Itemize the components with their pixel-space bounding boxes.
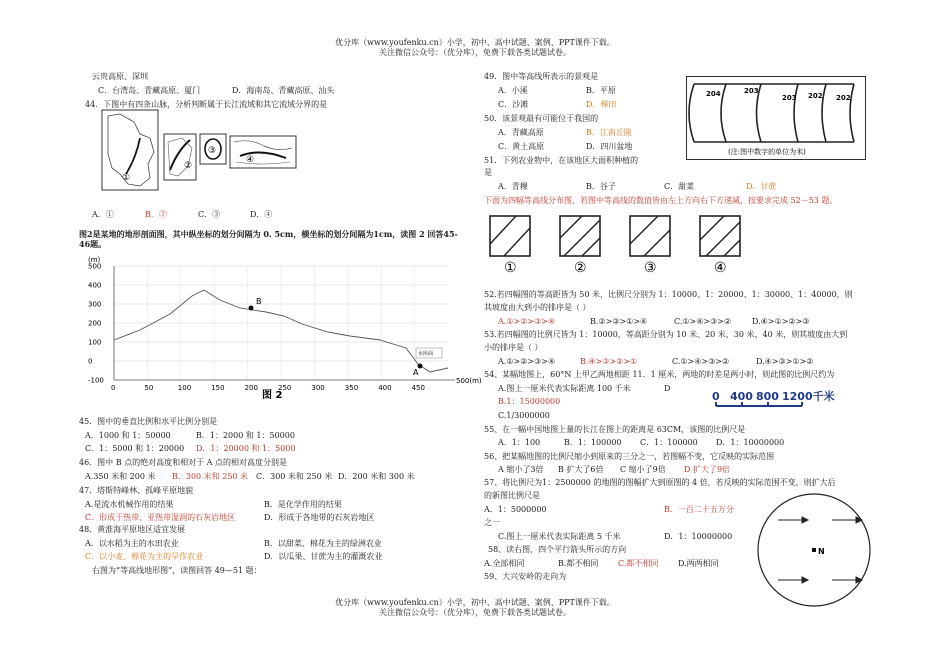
box-label-1: ①: [504, 260, 517, 276]
four-boxes-figure: [486, 210, 756, 280]
footer-line1: 优分库（www.youfenku.cn）小学，初中、高中试题、案例、PPT课件下载。: [335, 598, 615, 607]
q52-option-b: B.②>③>①>④: [590, 317, 648, 326]
q45-option-c: C．1：5000 和 1：20000: [85, 444, 185, 453]
q44-maps-figure: [100, 108, 300, 193]
scale-label-0: 0: [712, 390, 720, 403]
contour-label-4: 202: [808, 92, 823, 100]
y-tick-label: 500: [88, 262, 102, 271]
q57-stem-cont: 的新图比例尺是: [484, 491, 540, 500]
q49-51-intro: 右图为“等高线地形图”，读图回答 49—51 题：: [92, 566, 262, 575]
q53-option-c: C.①>④>③>②: [672, 357, 730, 366]
q54-option-b: B.1：15000000: [498, 397, 561, 406]
q43-option-d: D．海南岛、青藏高原、汕头: [232, 86, 335, 95]
q51-option-c: C．甜菜: [664, 182, 695, 191]
q48-option-b: B．以甜菜、棉花为主的绿洲农业: [264, 539, 382, 548]
q50-stem: 50．该景观最有可能位于我国的: [484, 114, 599, 123]
q56-option-d: D 扩大了9倍: [684, 465, 731, 474]
q48-option-c: C．以小麦、棉花为主的旱作农业: [85, 552, 204, 561]
x-tick-label: 100: [177, 384, 192, 392]
header-line2: 关注微信公众号：（优分库），免费下载各类试题试卷。: [379, 48, 571, 57]
q47-option-a: A.是流水机械作用的结果: [85, 500, 174, 509]
q52-option-c: C.①>④>③>②: [674, 317, 732, 326]
box-3: [630, 216, 670, 256]
q52-stem-cont: 其坡度由大到小的排序是（ ）: [484, 303, 591, 312]
footer-line2: 关注微信公众号：（优分库），免费下载各类试题试卷。: [379, 608, 571, 617]
point-a-label: A: [413, 368, 419, 377]
map1-label: ①: [122, 173, 131, 183]
map1-mountain: [126, 138, 140, 174]
q44-stem: 44．下图中有四条山脉，分析判断属于长江流域和其它流域分界的是: [85, 100, 328, 109]
q50-option-a: A．青藏高原: [498, 128, 544, 137]
contour-label-3: 203: [782, 94, 797, 102]
compass-n-label: N: [818, 547, 825, 556]
q43-option-c: C．台湾岛、青藏高原、厦门: [98, 86, 201, 95]
profile-chart: [80, 252, 482, 402]
q51-stem-cont: 是: [484, 168, 492, 177]
q44-option-d: D．④: [250, 210, 273, 219]
q46-option-a: A.350 米和 200 米: [85, 472, 156, 481]
y-tick-label: 400: [88, 281, 102, 290]
q56-stem: 56、把某幅地图的比例尺缩小到原来的三分之一，若图幅不变，它反映的实际范围: [484, 452, 775, 461]
y-unit: (m): [88, 256, 101, 264]
q56-option-b: B 扩大了6倍: [558, 465, 604, 474]
y-tick-label: 200: [88, 319, 102, 328]
water-label: 水库面: [418, 351, 434, 357]
contour-label-2: 203: [744, 87, 759, 95]
point-b-label: B: [256, 297, 262, 306]
q46-stem: 46．图中 B 点的绝对高度和相对于 A 点的相对高度分别是: [79, 458, 288, 467]
q52-option-a: A.①>②>③>④: [498, 317, 556, 326]
q53-stem: 53.若四幅图的比例尺皆为 1：10000，等高距分别为 10 米、20 米、30 米、40 米，则其坡度由大到: [484, 330, 848, 339]
scale-label-400: 400: [730, 390, 753, 403]
q52-option-d: D.④>①>②>③: [752, 317, 810, 326]
q55-option-c: C．1：100000: [640, 438, 698, 447]
q47-stem: 47．塔斯特峰林、孤峰平原地貌: [79, 486, 194, 495]
map4-label: ④: [246, 155, 255, 165]
q44-option-c: C．③: [198, 210, 221, 219]
q54-stem: 54、某幅地图上，60°N 上甲乙两地相距 11．1 厘米，两地的时差是两小时，则此图的比例尺约为: [484, 370, 835, 379]
y-tick-label: -100: [88, 376, 104, 385]
map1-outline: [108, 114, 154, 186]
fig2-intro: 图2是某地的地形剖面图，其中纵坐标的划分间隔为 0. 5cm，横坐标的划分间隔为1cm，读图 2 回答45-46题。: [79, 229, 458, 249]
q58-option-b: B.都不相同: [558, 559, 599, 568]
q47-option-b: B．是化学作用的结果: [264, 500, 342, 509]
map3-label: ③: [208, 146, 217, 156]
q53-option-d: D.④>③>①>②: [756, 357, 814, 366]
q52-53-intro: 下面为四幅等高线分布图，若图中等高线的数值皆由左上方向右下方递减，按要求完成 52－53 题。: [484, 196, 838, 205]
box-4: [700, 216, 740, 256]
y-tick-label: 0: [88, 357, 93, 366]
x-tick-label: 250: [278, 384, 292, 392]
q58-option-c: C.都不相同: [618, 559, 659, 568]
scale-label-800: 800: [756, 390, 779, 403]
q56-option-a: A 缩小了3倍: [498, 465, 544, 474]
contour-label-1: 204: [706, 90, 721, 98]
x-tick-label: 300: [311, 384, 325, 392]
q58-option-a: A.全部相同: [484, 559, 525, 568]
pole-dot: [812, 548, 816, 552]
q55-stem: 55、在一幅中国地图上量的长江在图上的距离是 63CM，该图的比例尺是: [484, 425, 746, 434]
q44-option-b: B．②: [145, 210, 167, 219]
q47-option-c: C．形成于热带、亚热带湿润的石灰岩地区: [85, 513, 236, 522]
q50-option-c: C．黄土高原: [498, 142, 545, 151]
q57-option-a: A．1：5000000: [484, 505, 547, 514]
q57-stem: 57、将比例尺为1：2500000 的地图的图幅扩大到原图的 4 倍，若反映的实际范围不变，则扩大后: [484, 478, 836, 487]
q51-option-b: B．谷子: [586, 182, 616, 191]
q46-option-c: C．300 米和 250 米: [256, 472, 333, 481]
contour-note: (注:图中数字的单位为米): [728, 148, 806, 156]
x-tick-label: 350: [344, 384, 359, 392]
q51-option-d: D．甘蔗: [746, 182, 777, 191]
q50-option-d: D．四川盆地: [586, 142, 633, 151]
x-tick-label: 450: [411, 384, 425, 392]
y-axis-ticks: [88, 263, 104, 385]
q45-stem: 45．图中的垂直比例和水平比例分别是: [79, 417, 218, 426]
point-b: [249, 306, 254, 311]
q53-option-b: B.④>③>②>①: [580, 357, 638, 366]
q44-option-a: A．①: [92, 210, 114, 219]
q55-option-d: D．1：10000000: [716, 438, 785, 447]
box-label-4: ④: [714, 260, 727, 276]
q54-option-d: D: [664, 384, 671, 393]
q57-option-b: B．一百二十五万分: [664, 505, 734, 514]
box-label-3: ③: [644, 260, 657, 276]
q55-option-b: B．1：100000: [564, 438, 622, 447]
x-tick-label: 50: [144, 384, 154, 392]
q52-stem: 52.若四幅图的等高距皆为 50 米，比例尺分别为 1：10000、1：20000、1：30000、1：40000，则: [484, 290, 853, 299]
q58-stem: 58、读右图，四个平行箭头所示的方向: [488, 545, 627, 554]
q49-option-a: A．小溪: [498, 86, 528, 95]
q57-option-c: C.图上一厘米代表实际距离 5 千米: [498, 532, 621, 541]
q49-option-d: D．梯田: [586, 100, 617, 109]
x-tick-label: 150: [211, 384, 225, 392]
q51-option-a: A．青稞: [498, 182, 528, 191]
x-tick-label: 0: [111, 384, 116, 392]
q45-option-b: B．1：2000 和 1：50000: [196, 431, 295, 440]
q49-option-c: C．沙滩: [498, 100, 529, 109]
q57-option-b-cont: 之一: [484, 518, 500, 527]
box-label-2: ②: [574, 260, 587, 276]
q48-option-d: D．以瓜果、甘蔗为主的灌溉农业: [264, 552, 383, 561]
q48-stem: 48．黄淮海平原地区适宜发展: [79, 525, 186, 534]
fig2-caption: 图 2: [262, 390, 283, 401]
q45-option-d: D．1：20000 和 1：5000: [196, 444, 296, 453]
q53-option-a: A.①>②>③>④: [498, 357, 556, 366]
q54-option-a: A.图上一厘米代表实际距离 100 千米: [498, 384, 631, 393]
q51-stem: 51．下列农业物中，在该地区大面积种植的: [484, 156, 639, 165]
q48-option-a: A．以水稻为主的水田农业: [85, 539, 179, 548]
polar-arrows-figure: [748, 490, 878, 610]
q54-option-c: C.1/3000000: [498, 411, 550, 420]
q59-stem: 59、大兴安岭的走向为: [484, 572, 567, 581]
q57-option-d: D．1：10000000: [664, 532, 733, 541]
x-end-label: 500(m): [456, 377, 482, 385]
q46-option-b: B．300 米和 250 米: [172, 472, 249, 481]
q49-option-b: B．平原: [586, 86, 616, 95]
y-tick-label: 100: [88, 338, 102, 347]
y-tick-label: 300: [88, 300, 102, 309]
q55-option-a: A．1：100: [498, 438, 541, 447]
q43-option-tail: 云贵高原、深圳: [92, 72, 148, 81]
q45-option-a: A．1000 和 1：50000: [85, 431, 171, 440]
q53-stem-cont: 小的排序是（ ）: [484, 343, 543, 352]
x-tick-label: 400: [378, 384, 392, 392]
q56-option-c: C 缩小了9倍: [620, 465, 666, 474]
q58-option-d: D.两两相同: [678, 559, 719, 568]
scale-bar: [710, 388, 840, 414]
q49-stem: 49．图中等高线所表示的景观是: [484, 72, 599, 81]
header-line1: 优分库（www.youfenku.cn）小学，初中、高中试题、案例、PPT课件下载。: [335, 38, 615, 47]
contour-label-5: 202: [836, 94, 851, 102]
terrace-contour-figure: [686, 76, 866, 160]
q50-option-b: B．江南丘陵: [586, 128, 632, 137]
map2-label: ②: [184, 161, 193, 171]
box-1: [490, 216, 530, 256]
scale-label-1200: 1200千米: [782, 390, 835, 403]
x-tick-label: 200: [244, 384, 258, 392]
q46-option-d: D．200 米和 300 米: [338, 472, 415, 481]
box-2: [560, 216, 600, 256]
q47-option-d: D．形成于各地带的石灰岩地区: [264, 513, 375, 522]
